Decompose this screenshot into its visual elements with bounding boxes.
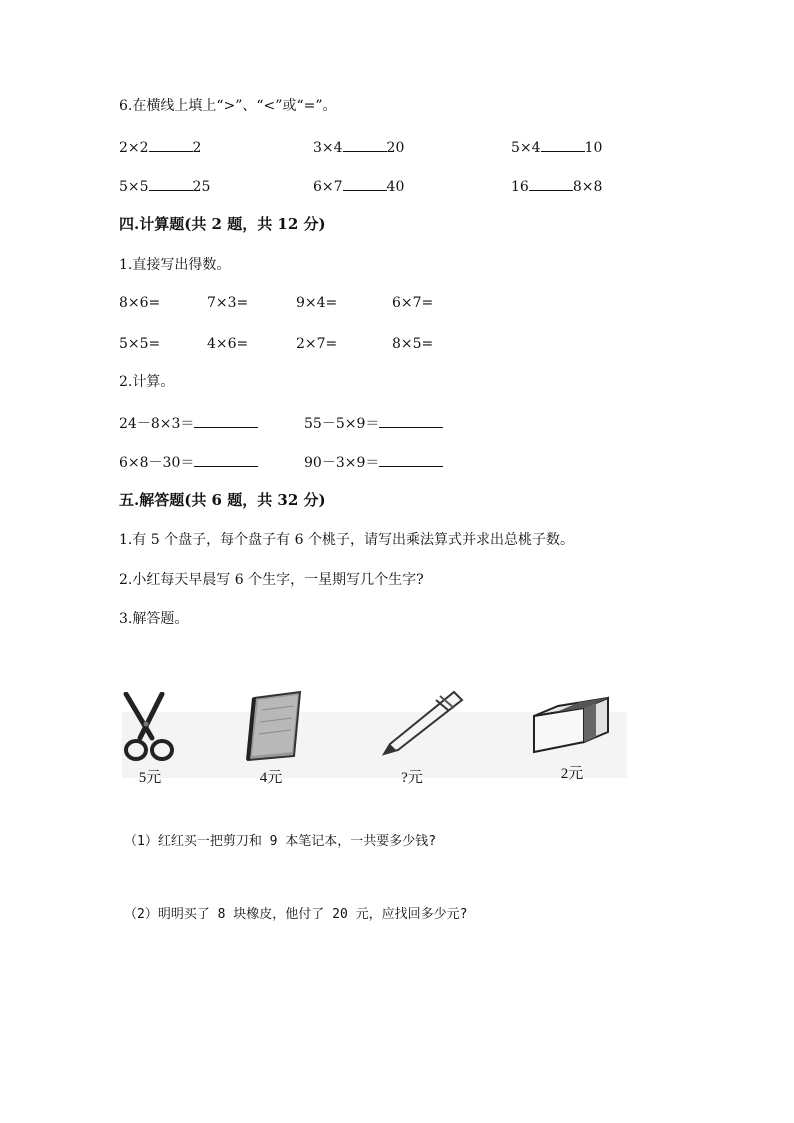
answer-blank[interactable]: [343, 137, 387, 152]
sub-question-1: （1）红红买一把剪刀和 9 本笔记本，一共要多少钱?: [124, 834, 437, 849]
eraser-price: 2元: [560, 766, 584, 782]
calc-item: 55－5×9＝: [304, 413, 443, 434]
answer-blank[interactable]: [343, 176, 387, 191]
oral-calc-item: 9×4=: [296, 295, 338, 311]
oral-calc-item: 7×3=: [207, 295, 249, 311]
oral-calc-item: 5×5=: [119, 336, 161, 352]
compare-item: 3×4 20: [313, 137, 404, 158]
scissors-item: [122, 688, 232, 788]
sub-question-2: （2）明明买了 8 块橡皮，他付了 20 元，应找回多少元?: [124, 907, 468, 922]
section4-heading: 四.计算题(共 2 题，共 12 分): [119, 215, 326, 233]
oral-calc-item: 6×7=: [392, 295, 434, 311]
answer-blank[interactable]: [149, 137, 193, 152]
answer-blank[interactable]: [379, 452, 443, 467]
notebook-price: 4元: [259, 770, 283, 786]
section5-q1: 1.有 5 个盘子，每个盘子有 6 个桃子，请写出乘法算式并求出总桃子数。: [119, 532, 574, 548]
pen-price: ?元: [401, 770, 423, 786]
eraser-icon: [528, 694, 614, 758]
notebook-icon: [240, 690, 310, 762]
compare-item: 2×2 2: [119, 137, 201, 158]
section5-heading: 五.解答题(共 6 题，共 32 分): [119, 491, 326, 509]
compare-item: 16 8×8: [511, 176, 602, 197]
answer-blank[interactable]: [149, 176, 193, 191]
calc-item: 90－3×9＝: [304, 452, 443, 473]
answer-blank[interactable]: [194, 452, 258, 467]
oral-calc-item: 8×5=: [392, 336, 434, 352]
notebook-item: [240, 688, 350, 788]
eraser-item: [528, 688, 638, 788]
oral-calc-item: 8×6=: [119, 295, 161, 311]
price-picture: [122, 688, 627, 788]
pen-icon: [376, 688, 466, 758]
oral-calc-item: 4×6=: [207, 336, 249, 352]
compare-item: 5×5 25: [119, 176, 210, 197]
calc-item: 6×8－30＝: [119, 452, 258, 473]
calc-item: 24－8×3＝: [119, 413, 258, 434]
answer-blank[interactable]: [194, 413, 258, 428]
compare-item: 6×7 40: [313, 176, 404, 197]
pen-item: [376, 688, 486, 788]
section5-q3: 3.解答题。: [119, 611, 189, 627]
scissors-price: 5元: [138, 770, 162, 786]
section4-q2-title: 2.计算。: [119, 374, 175, 390]
scissors-icon: [122, 692, 178, 764]
section4-q1-title: 1.直接写出得数。: [119, 257, 231, 273]
answer-blank[interactable]: [541, 137, 585, 152]
section5-q2: 2.小红每天早晨写 6 个生字，一星期写几个生字?: [119, 572, 424, 588]
oral-calc-item: 2×7=: [296, 336, 338, 352]
q6-title: 6.在横线上填上“>”、“<”或“=”。: [119, 98, 337, 114]
answer-blank[interactable]: [529, 176, 573, 191]
compare-item: 5×4 10: [511, 137, 602, 158]
answer-blank[interactable]: [379, 413, 443, 428]
